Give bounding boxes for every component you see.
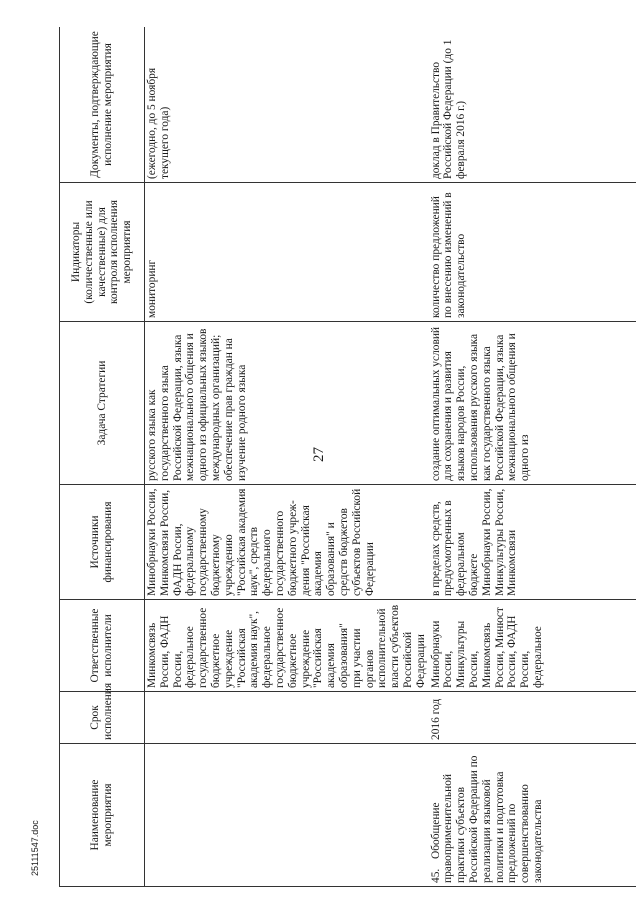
cell-deadline-empty (145, 692, 429, 744)
cell-documents: доклад в Правительство Российской Федерации (до 1 февраля 2016 г.) (429, 27, 636, 183)
cell-name-empty (145, 744, 429, 887)
header-executors: Ответственные исполнители (60, 600, 145, 692)
cell-indicator: количество предложений по внесению изменений в законодательство (429, 183, 636, 322)
cell-task: русского языка как государственного языка Российской Федерации, языка межнационального общения и одного из официальных языков международных организаций; обеспечение прав граждан на изучение родного языка (145, 322, 429, 485)
cell-task: создание оптимальных условий для сохранения и развития языков народов России, использования русского языка как государственного языка Российской Федерации, языка межнационального общения и одного из (429, 322, 636, 485)
measures-table (59, 27, 636, 887)
page-number: 27 (311, 447, 327, 462)
cell-documents: (ежегодно, до 5 ноября текущего года) (145, 27, 429, 183)
cell-indicator: мониторинг (145, 183, 429, 322)
row-name: Обобщение правоприменительной практики субъектов Российской Федерации по реализации языковой политики и подготовка предложений по совершенствованию законодательства (429, 755, 544, 883)
cell-executors: Минобрнауки России, Минкультуры России, Минкомсвязь России, Минюст России, ФАДН России, федеральное (429, 600, 636, 692)
cell-funding: в пределах средств, предусмотренных в федеральном бюджете Минобрнауки России, Минкультуры России, Минкомсвязи (429, 485, 636, 600)
header-indicators: Индикаторы (количественные или качественные) для контроля исполнения мероприятия (60, 183, 145, 322)
header-deadline: Срок исполнения (60, 692, 145, 744)
header-name: Наименование мероприятия (60, 744, 145, 887)
cell-deadline: 2016 год (429, 692, 636, 744)
cell-name (429, 744, 636, 887)
cell-funding: Минобрнауки России, Минкомсвязи России, ФАДН России, федеральному государственному бюджетному учреждению "Российская академия наук", средств федерального государственного бюджетного учреж-дения "Российская академия образования" и средств бюджетов субъектов Российской Федерации (145, 485, 429, 600)
header-documents: Документы, подтверждающие исполнение мероприятия (60, 27, 145, 183)
table-row-continued (145, 27, 429, 887)
table-header-row (60, 27, 145, 887)
document-id: 25111547.doc (30, 820, 40, 876)
row-number: 45. (429, 868, 442, 883)
table-row-45 (429, 27, 636, 887)
measures-table-container (59, 27, 636, 887)
header-task: Задача Стратегии (60, 322, 145, 485)
header-funding: Источники финансирования (60, 485, 145, 600)
cell-executors: Минкомсвязь России, ФАДН России, федеральное государственное бюджетное учреждение "Российская академия наук", федеральное государственное бюджетное учреждение "Российская академия образования" при участии органов исполнительной власти субъектов Российской Федерации (145, 600, 429, 692)
